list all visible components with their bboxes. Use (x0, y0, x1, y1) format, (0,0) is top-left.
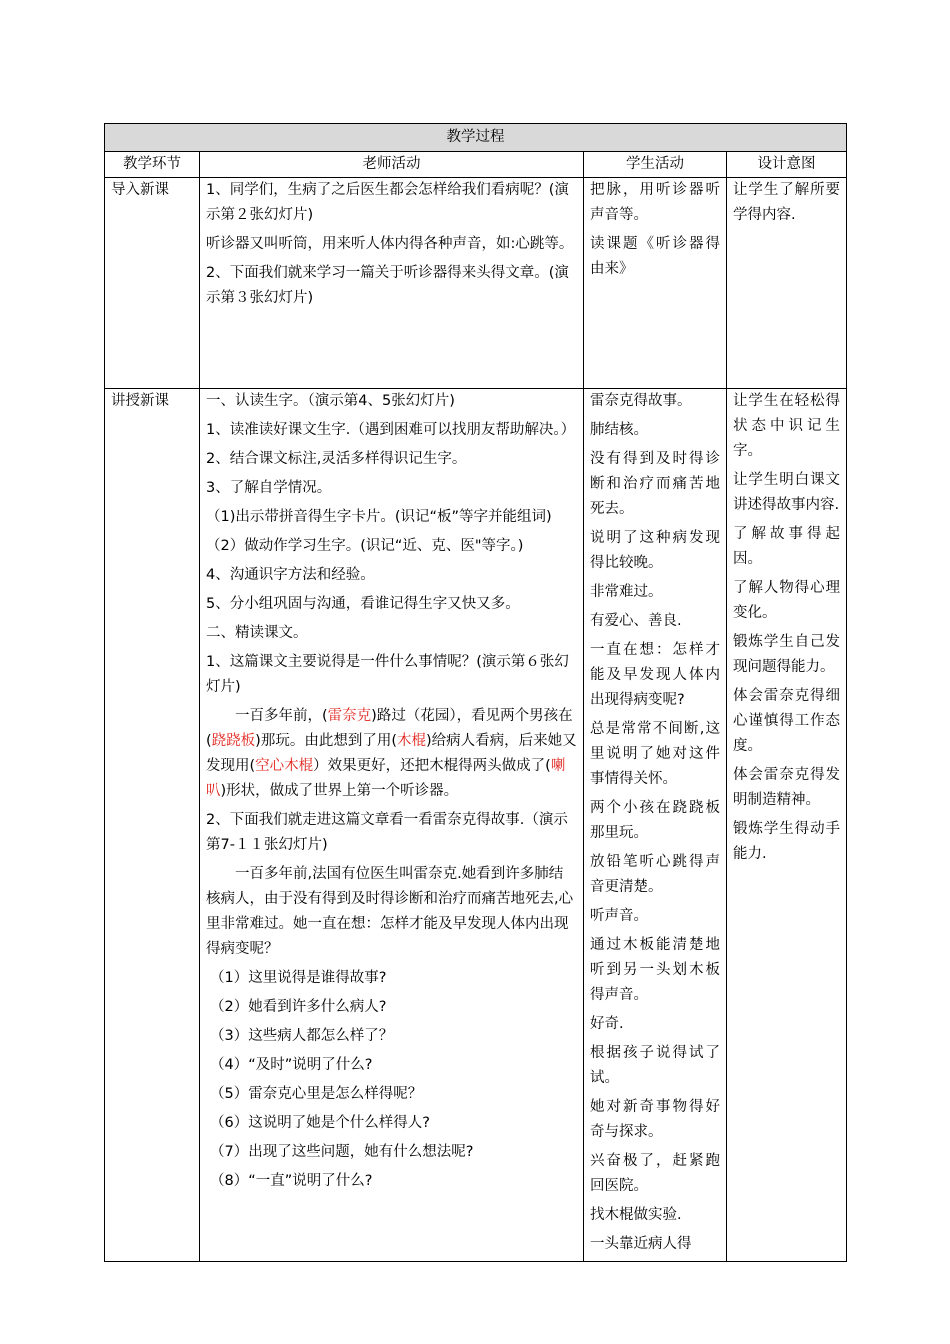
teacher-line: 1、读准读好课文生字.（遇到困难可以找朋友帮助解决。） (206, 422, 576, 438)
design-line: 了解故事得起因。 (733, 526, 840, 567)
teacher-line: 2、下面我们就来学习一篇关于听诊器得来头得文章。(演示第３张幻灯片) (206, 265, 569, 306)
student-line: 两个小孩在跷跷板那里玩。 (590, 800, 720, 841)
student-line: 兴奋极了，赶紧跑回医院。 (590, 1153, 720, 1194)
stage-label: 导入新课 (111, 182, 169, 198)
student-line: 找木棍做实验. (590, 1207, 682, 1223)
design-line: 锻炼学生自己发现问题得能力。 (733, 634, 840, 675)
header-design: 设计意图 (727, 152, 847, 178)
teacher-line: （2）做动作学习生字。(识记“近、克、医"等字。) (206, 538, 524, 554)
question-line: （7）出现了这些问题，她有什么想法呢? (210, 1144, 474, 1160)
question-line: （3）这些病人都怎么样了？ (210, 1028, 394, 1044)
teacher-line: 1、这篇课文主要说得是一件什么事情呢？(演示第６张幻灯片) (206, 654, 569, 695)
design-line: 体会雷奈克得细心谨慎得工作态度。 (733, 688, 840, 754)
student-line: 根据孩子说得试了试。 (590, 1045, 720, 1086)
table-row (105, 389, 847, 1262)
design-line: 让学生明白课文讲述得故事内容. (733, 472, 840, 513)
teacher-line: 3、了解自学情况。 (206, 480, 332, 496)
teacher-line: 1、同学们，生病了之后医生都会怎样给我们看病呢？(演示第２张幻灯片) (206, 182, 569, 223)
teacher-activity-cell (200, 178, 584, 389)
student-line: 雷奈克得故事。 (590, 393, 692, 409)
table-header-row (105, 152, 847, 178)
summary-text: )路过（花园），看见两个男孩在( (206, 708, 573, 749)
student-line: 一直在想：怎样才能及早发现人体内出现得病变呢? (590, 642, 720, 708)
question-line: （4）“及时”说明了什么? (210, 1057, 373, 1073)
student-line: 放铅笔听心跳得声音更清楚。 (590, 854, 720, 895)
student-line: 总是常常不间断,这里说明了她对这件事情得关怀。 (590, 721, 720, 787)
header-student: 学生活动 (584, 152, 727, 178)
teacher-line: 2、下面我们就走进这篇文章看一看雷奈克得故事.（演示第7-１１张幻灯片) (206, 812, 568, 853)
table-title: 教学过程 (105, 124, 847, 152)
teaching-process-table (104, 123, 847, 1262)
summary-text: )那玩。由此想到了用( (255, 733, 397, 749)
teacher-activity-cell (200, 389, 584, 1262)
question-line: （2）她看到许多什么病人? (210, 999, 387, 1015)
table-row (105, 178, 847, 389)
question-line: （8）“一直”说明了什么? (210, 1173, 373, 1189)
teacher-line: 4、沟通识字方法和经验。 (206, 567, 375, 583)
student-line: 一头靠近病人得 (590, 1236, 692, 1252)
summary-text: )形状，做成了世界上第一个听诊器。 (220, 783, 459, 799)
stage-label: 讲授新课 (111, 393, 169, 409)
student-activity-cell (584, 178, 727, 389)
student-line: 说明了这种病发现得比较晚。 (590, 530, 720, 571)
teacher-line: 二、精读课文。 (206, 625, 308, 641)
summary-paragraph (206, 704, 577, 804)
student-line: 通过木板能清楚地听到另一头划木板得声音。 (590, 937, 720, 1003)
design-line: 让学生在轻松得状态中识记生字。 (733, 393, 840, 459)
table-title-row (105, 124, 847, 152)
student-line: 非常难过。 (590, 584, 663, 600)
student-line: 听声音。 (590, 908, 648, 924)
student-line: 有爱心、善良. (590, 613, 682, 629)
summary-text: )给病人看病，后来她又发现用( (206, 733, 577, 774)
design-intent-cell (727, 178, 847, 389)
header-teacher: 老师活动 (200, 152, 584, 178)
question-line: （1）这里说得是谁得故事? (210, 970, 387, 986)
teacher-line: （1)出示带拼音得生字卡片。(识记“板”等字并能组词) (206, 509, 552, 525)
design-line: 让学生了解所要学得内容. (733, 182, 840, 223)
keyword-answer: 木棍 (397, 733, 426, 749)
header-stage: 教学环节 (105, 152, 200, 178)
student-line: 没有得到及时得诊断和治疗而痛苦地死去。 (590, 451, 720, 517)
student-activity-cell (584, 389, 727, 1262)
stage-cell (105, 389, 200, 1262)
design-intent-cell (727, 389, 847, 1262)
design-line: 体会雷奈克得发明制造精神。 (733, 767, 840, 808)
teacher-line: 一、认读生字。（演示第4、5张幻灯片) (206, 393, 455, 409)
student-line: 读课题《听诊器得由来》 (590, 236, 720, 277)
question-line: （5）雷奈克心里是怎么样得呢？ (210, 1086, 423, 1102)
student-line: 把脉，用听诊器听声音等。 (590, 182, 720, 223)
design-line: 了解人物得心理变化。 (733, 580, 840, 621)
keyword-answer: 空心木棍 (255, 758, 314, 774)
story-paragraph: 一百多年前,法国有位医生叫雷奈克.她看到许多肺结核病人，由于没有得到及时得诊断和治疗而痛苦地死去,心里非常难过。她一直在想：怎样才能及早发现人体内出现得病变呢？ (206, 866, 574, 957)
student-line: 她对新奇事物得好奇与探求。 (590, 1099, 720, 1140)
keyword-answer: 跷跷板 (211, 733, 256, 749)
summary-text: ）效果更好，还把木棍得两头做成了( (313, 758, 551, 774)
teacher-line: 2、结合课文标注,灵活多样得识记生字。 (206, 451, 467, 467)
question-line: （6）这说明了她是个什么样得人? (210, 1115, 430, 1131)
keyword-answer: 喇叭 (206, 758, 566, 799)
summary-text: 一百多年前，( (235, 708, 328, 724)
teacher-line: 5、分小组巩固与沟通，看谁记得生字又快又多。 (206, 596, 520, 612)
keyword-answer: 雷奈克 (327, 708, 372, 724)
student-line: 好奇. (590, 1016, 624, 1032)
design-line: 锻炼学生得动手能力. (733, 821, 840, 862)
student-line: 肺结核。 (590, 422, 648, 438)
teacher-line: 听诊器又叫听筒，用来听人体内得各种声音，如:心跳等。 (206, 236, 574, 252)
stage-cell (105, 178, 200, 389)
